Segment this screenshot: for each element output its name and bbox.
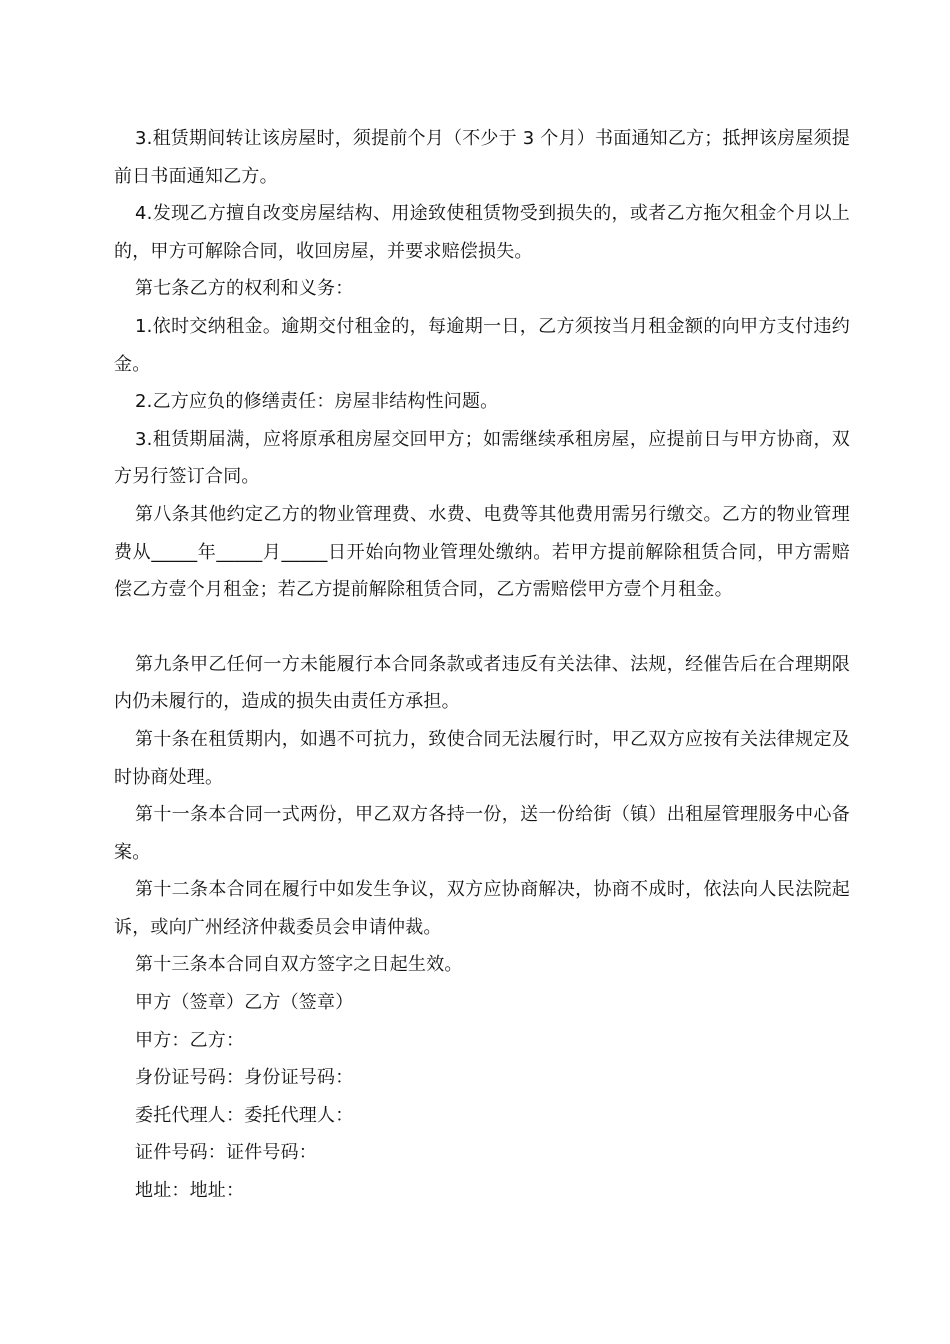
id-number-line: 身份证号码：身份证号码： bbox=[135, 1067, 354, 1089]
clause-10: 第十条在租赁期内，如遇不可抗力，致使合同无法履行时，甲乙双方应按有关法律规定及时协商处理。 bbox=[114, 728, 850, 788]
clause-11: 第十一条本合同一式两份，甲乙双方各持一份，送一份给街（镇）出租屋管理服务中心备案。 bbox=[114, 804, 850, 863]
signature-line: 甲方（签章）乙方（签章） bbox=[135, 992, 354, 1014]
clause-7-heading: 第七条乙方的权利和义务： bbox=[135, 278, 354, 300]
clause-6-item-4: 4.发现乙方擅自改变房屋结构、用途致使租赁物受到损失的，或者乙方拖欠租金个月以上的，甲方可解除合同，收回房屋，并要求赔偿损失。 bbox=[114, 203, 850, 262]
clause-7-item-2: 2.乙方应负的修缮责任：房屋非结构性问题。 bbox=[135, 391, 499, 413]
certificate-number-line: 证件号码：证件号码： bbox=[135, 1142, 317, 1164]
document-body bbox=[114, 120, 850, 1210]
clause-13: 第十三条本合同自双方签字之日起生效。 bbox=[135, 954, 463, 976]
clause-7-item-1: 1.依时交纳租金。逾期交付租金的，每逾期一日，乙方须按当月租金额的向甲方支付违约金。 bbox=[114, 315, 850, 375]
clause-7-item-3: 3.租赁期届满，应将原承租房屋交回甲方；如需继续承租房屋，应提前日与甲方协商，双方另行签订合同。 bbox=[114, 428, 850, 488]
agent-line: 委托代理人：委托代理人： bbox=[135, 1104, 354, 1126]
clause-9: 第九条甲乙任何一方未能履行本合同条款或者违反有关法律、法规，经催告后在合理期限内仍未履行的，造成的损失由责任方承担。 bbox=[114, 653, 850, 713]
clause-6-item-3: 3.租赁期间转让该房屋时，须提前个月（不少于 3 个月）书面通知乙方；抵押该房屋须提前日书面通知乙方。 bbox=[114, 128, 850, 187]
clause-12: 第十二条本合同在履行中如发生争议，双方应协商解决，协商不成时，依法向人民法院起诉，或向广州经济仲裁委员会申请仲裁。 bbox=[114, 879, 850, 938]
clause-8: 第八条其他约定乙方的物业管理费、水费、电费等其他费用需另行缴交。乙方的物业管理费从_____年_____月_____日开始向物业管理处缴纳。若甲方提前解除租赁合同，甲方需赔偿乙方壹个月租金；若乙方提前解除租赁合同，乙方需赔偿甲方壹个月租金。 bbox=[114, 503, 850, 601]
address-line: 地址：地址： bbox=[135, 1180, 245, 1202]
party-names-line: 甲方：乙方： bbox=[135, 1029, 245, 1051]
